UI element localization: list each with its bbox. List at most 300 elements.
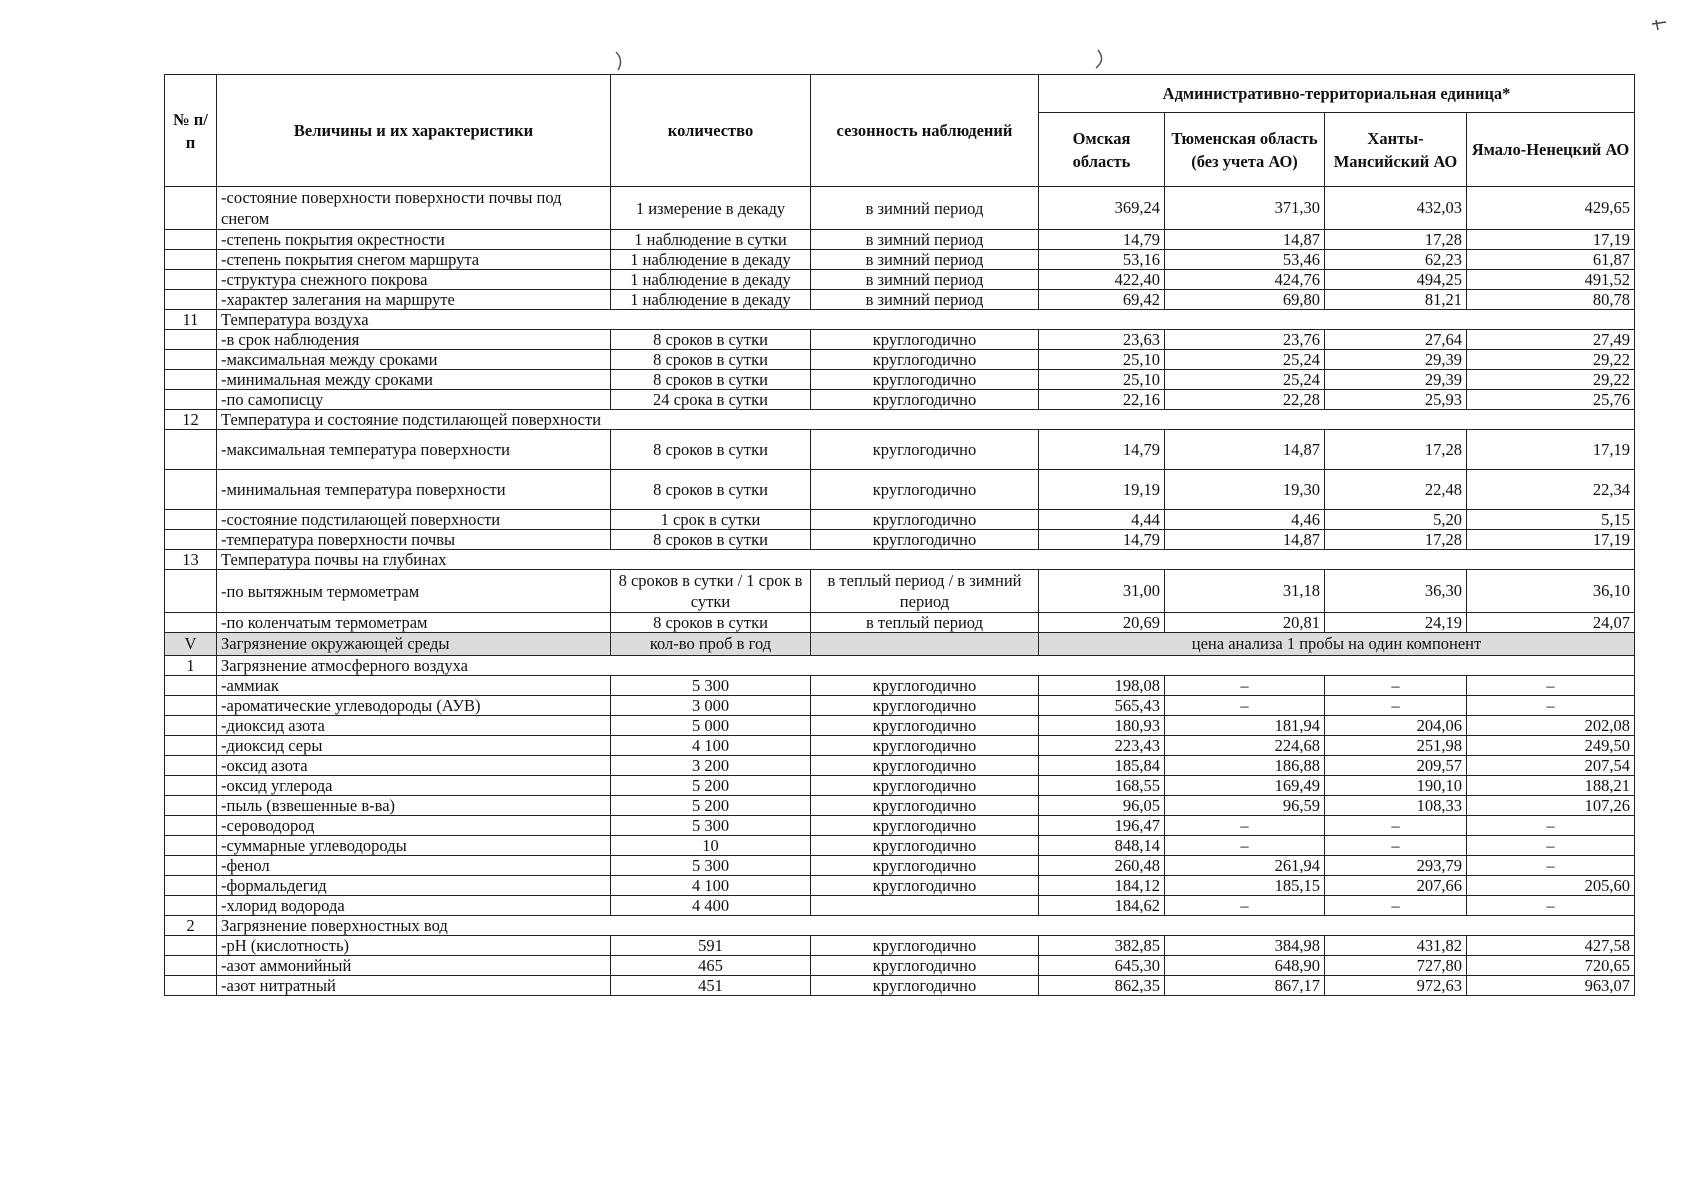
group-number: 13 — [165, 550, 217, 570]
group-number: 2 — [165, 916, 217, 936]
group-title: Температура почвы на глубинах — [217, 550, 1635, 570]
value-omsk: 645,30 — [1039, 956, 1165, 976]
value-tyumen: 384,98 — [1165, 936, 1325, 956]
value-omsk: 25,10 — [1039, 370, 1165, 390]
table-row — [165, 696, 1635, 716]
value-khmao: – — [1325, 836, 1467, 856]
value-yanao: 427,58 — [1467, 936, 1635, 956]
value-khmao: 293,79 — [1325, 856, 1467, 876]
group-title: Температура воздуха — [217, 310, 1635, 330]
value-omsk: 198,08 — [1039, 676, 1165, 696]
value-omsk: 14,79 — [1039, 430, 1165, 470]
row-name: -максимальная между сроками — [217, 350, 611, 370]
row-qty: 591 — [611, 936, 811, 956]
value-khmao: 494,25 — [1325, 270, 1467, 290]
row-qty: 8 сроков в сутки — [611, 613, 811, 633]
value-tyumen: 186,88 — [1165, 756, 1325, 776]
row-number — [165, 976, 217, 996]
table-row — [165, 836, 1635, 856]
row-number — [165, 956, 217, 976]
table-row — [165, 816, 1635, 836]
value-yanao: 27,49 — [1467, 330, 1635, 350]
table-row — [165, 756, 1635, 776]
value-omsk: 14,79 — [1039, 230, 1165, 250]
value-tyumen: 14,87 — [1165, 430, 1325, 470]
table-row — [165, 976, 1635, 996]
row-number — [165, 250, 217, 270]
value-tyumen: 371,30 — [1165, 187, 1325, 230]
row-season: круглогодично — [811, 976, 1039, 996]
row-season: в теплый период / в зимний период — [811, 570, 1039, 613]
row-qty: 4 100 — [611, 876, 811, 896]
table-row — [165, 776, 1635, 796]
row-name: -формальдегид — [217, 876, 611, 896]
table-row — [165, 856, 1635, 876]
value-tyumen: 23,76 — [1165, 330, 1325, 350]
row-qty: 8 сроков в сутки — [611, 530, 811, 550]
row-name: -в срок наблюдения — [217, 330, 611, 350]
value-tyumen: – — [1165, 696, 1325, 716]
row-qty: 1 срок в сутки — [611, 510, 811, 530]
value-yanao: 207,54 — [1467, 756, 1635, 776]
row-number — [165, 370, 217, 390]
value-khmao: – — [1325, 816, 1467, 836]
value-khmao: 5,20 — [1325, 510, 1467, 530]
row-number — [165, 510, 217, 530]
value-tyumen: 53,46 — [1165, 250, 1325, 270]
value-yanao: 80,78 — [1467, 290, 1635, 310]
scan-mark-left — [612, 50, 630, 72]
row-qty: 8 сроков в сутки — [611, 350, 811, 370]
row-name: -температура поверхности почвы — [217, 530, 611, 550]
value-khmao: 17,28 — [1325, 530, 1467, 550]
value-yanao: 17,19 — [1467, 230, 1635, 250]
row-name: -степень покрытия окрестности — [217, 230, 611, 250]
value-tyumen: – — [1165, 676, 1325, 696]
header-region-yanao: Ямало-Ненецкий АО — [1467, 113, 1635, 187]
row-number — [165, 756, 217, 776]
table-row — [165, 470, 1635, 510]
row-name: -аммиак — [217, 676, 611, 696]
value-tyumen: 22,28 — [1165, 390, 1325, 410]
value-khmao: 17,28 — [1325, 230, 1467, 250]
value-yanao: 249,50 — [1467, 736, 1635, 756]
value-omsk: 4,44 — [1039, 510, 1165, 530]
value-tyumen: – — [1165, 836, 1325, 856]
row-number — [165, 390, 217, 410]
row-season: круглогодично — [811, 676, 1039, 696]
row-season: круглогодично — [811, 796, 1039, 816]
row-season: круглогодично — [811, 696, 1039, 716]
value-tyumen: 96,59 — [1165, 796, 1325, 816]
table-row — [165, 736, 1635, 756]
row-season: круглогодично — [811, 876, 1039, 896]
scan-mark-right — [1092, 48, 1110, 70]
value-omsk: 565,43 — [1039, 696, 1165, 716]
table-row — [165, 613, 1635, 633]
row-season: в зимний период — [811, 270, 1039, 290]
section-title: Загрязнение окружающей среды — [217, 633, 611, 656]
value-khmao: 24,19 — [1325, 613, 1467, 633]
value-khmao: 17,28 — [1325, 430, 1467, 470]
row-season: круглогодично — [811, 936, 1039, 956]
row-name: -по самописцу — [217, 390, 611, 410]
row-number — [165, 796, 217, 816]
row-name: -состояние поверхности поверхности почвы под снегом — [217, 187, 611, 230]
value-yanao: 202,08 — [1467, 716, 1635, 736]
value-yanao: 429,65 — [1467, 187, 1635, 230]
row-qty: 1 наблюдение в сутки — [611, 230, 811, 250]
table-row — [165, 796, 1635, 816]
value-omsk: 180,93 — [1039, 716, 1165, 736]
row-season: круглогодично — [811, 756, 1039, 776]
row-qty: 5 000 — [611, 716, 811, 736]
row-qty: 4 100 — [611, 736, 811, 756]
value-khmao: 36,30 — [1325, 570, 1467, 613]
value-khmao: 25,93 — [1325, 390, 1467, 410]
row-qty: 8 сроков в сутки — [611, 330, 811, 350]
row-qty: 3 200 — [611, 756, 811, 776]
header-qty: количество — [611, 75, 811, 187]
row-name: -pH (кислотность) — [217, 936, 611, 956]
value-omsk: 96,05 — [1039, 796, 1165, 816]
row-number — [165, 816, 217, 836]
row-qty: 4 400 — [611, 896, 811, 916]
table-row — [165, 310, 1635, 330]
row-season: круглогодично — [811, 430, 1039, 470]
row-number — [165, 270, 217, 290]
row-qty: 8 сроков в сутки / 1 срок в сутки — [611, 570, 811, 613]
scan-mark-corner — [1650, 16, 1668, 38]
value-tyumen: 19,30 — [1165, 470, 1325, 510]
table-row — [165, 250, 1635, 270]
value-omsk: 168,55 — [1039, 776, 1165, 796]
table-row — [165, 230, 1635, 250]
value-tyumen: 224,68 — [1165, 736, 1325, 756]
row-name: -структура снежного покрова — [217, 270, 611, 290]
value-tyumen: 185,15 — [1165, 876, 1325, 896]
row-name: -фенол — [217, 856, 611, 876]
value-omsk: 184,62 — [1039, 896, 1165, 916]
value-omsk: 848,14 — [1039, 836, 1165, 856]
row-name: -минимальная температура поверхности — [217, 470, 611, 510]
value-tyumen: 14,87 — [1165, 230, 1325, 250]
row-season: круглогодично — [811, 776, 1039, 796]
row-name: -хлорид водорода — [217, 896, 611, 916]
value-yanao: 36,10 — [1467, 570, 1635, 613]
table-row — [165, 716, 1635, 736]
header-region-tyumen: Тюменская область (без учета АО) — [1165, 113, 1325, 187]
value-khmao: 972,63 — [1325, 976, 1467, 996]
value-tyumen: 69,80 — [1165, 290, 1325, 310]
value-khmao: 204,06 — [1325, 716, 1467, 736]
value-yanao: – — [1467, 896, 1635, 916]
row-name: -по коленчатым термометрам — [217, 613, 611, 633]
row-number — [165, 530, 217, 550]
table-row — [165, 430, 1635, 470]
row-name: -диоксид азота — [217, 716, 611, 736]
row-number — [165, 696, 217, 716]
value-yanao: – — [1467, 696, 1635, 716]
row-season: круглогодично — [811, 956, 1039, 976]
row-qty: 8 сроков в сутки — [611, 370, 811, 390]
row-name: -характер залегания на маршруте — [217, 290, 611, 310]
row-number — [165, 896, 217, 916]
value-khmao: 190,10 — [1325, 776, 1467, 796]
value-omsk: 31,00 — [1039, 570, 1165, 613]
row-qty: 451 — [611, 976, 811, 996]
row-number — [165, 350, 217, 370]
value-tyumen: 25,24 — [1165, 370, 1325, 390]
value-yanao: – — [1467, 836, 1635, 856]
row-season: круглогодично — [811, 530, 1039, 550]
group-number: 1 — [165, 656, 217, 676]
row-number — [165, 876, 217, 896]
row-name: -состояние подстилающей поверхности — [217, 510, 611, 530]
row-number — [165, 736, 217, 756]
value-yanao: 188,21 — [1467, 776, 1635, 796]
row-season: в зимний период — [811, 187, 1039, 230]
table-body — [165, 187, 1635, 996]
row-name: -оксид азота — [217, 756, 611, 776]
value-khmao: 22,48 — [1325, 470, 1467, 510]
table-row — [165, 370, 1635, 390]
row-number — [165, 330, 217, 350]
value-khmao: 727,80 — [1325, 956, 1467, 976]
value-yanao: – — [1467, 676, 1635, 696]
table-row — [165, 676, 1635, 696]
group-title: Загрязнение поверхностных вод — [217, 916, 1635, 936]
row-season: круглогодично — [811, 330, 1039, 350]
row-name: -ароматические углеводороды (АУВ) — [217, 696, 611, 716]
row-number — [165, 570, 217, 613]
row-season — [811, 896, 1039, 916]
row-number — [165, 836, 217, 856]
row-name: -сероводород — [217, 816, 611, 836]
row-season: круглогодично — [811, 370, 1039, 390]
row-season: круглогодично — [811, 716, 1039, 736]
value-tyumen: 867,17 — [1165, 976, 1325, 996]
value-omsk: 14,79 — [1039, 530, 1165, 550]
value-khmao: 432,03 — [1325, 187, 1467, 230]
row-number — [165, 936, 217, 956]
group-title: Температура и состояние подстилающей поверхности — [217, 410, 1635, 430]
table-row — [165, 410, 1635, 430]
row-qty: 3 000 — [611, 696, 811, 716]
table-row — [165, 916, 1635, 936]
row-name: -диоксид серы — [217, 736, 611, 756]
value-omsk: 69,42 — [1039, 290, 1165, 310]
value-yanao: 24,07 — [1467, 613, 1635, 633]
row-season: в зимний период — [811, 250, 1039, 270]
value-yanao: 17,19 — [1467, 430, 1635, 470]
value-omsk: 196,47 — [1039, 816, 1165, 836]
row-qty: 5 300 — [611, 816, 811, 836]
row-name: -минимальная между сроками — [217, 370, 611, 390]
value-tyumen: 25,24 — [1165, 350, 1325, 370]
row-name: -азот нитратный — [217, 976, 611, 996]
value-omsk: 23,63 — [1039, 330, 1165, 350]
value-omsk: 25,10 — [1039, 350, 1165, 370]
header-season: сезонность наблюдений — [811, 75, 1039, 187]
row-qty: 1 наблюдение в декаду — [611, 290, 811, 310]
value-khmao: 251,98 — [1325, 736, 1467, 756]
section-number: V — [165, 633, 217, 656]
value-tyumen: 20,81 — [1165, 613, 1325, 633]
value-omsk: 422,40 — [1039, 270, 1165, 290]
value-khmao: 207,66 — [1325, 876, 1467, 896]
value-tyumen: – — [1165, 816, 1325, 836]
value-omsk: 382,85 — [1039, 936, 1165, 956]
row-season: круглогодично — [811, 836, 1039, 856]
value-khmao: 431,82 — [1325, 936, 1467, 956]
row-season: круглогодично — [811, 470, 1039, 510]
value-omsk: 53,16 — [1039, 250, 1165, 270]
value-omsk: 184,12 — [1039, 876, 1165, 896]
header-num: № п/п — [165, 75, 217, 187]
row-number — [165, 187, 217, 230]
table-row — [165, 876, 1635, 896]
value-tyumen: – — [1165, 896, 1325, 916]
value-yanao: 107,26 — [1467, 796, 1635, 816]
value-yanao: 61,87 — [1467, 250, 1635, 270]
table-row — [165, 550, 1635, 570]
row-season: в зимний период — [811, 230, 1039, 250]
section-price-header: цена анализа 1 пробы на один компонент — [1039, 633, 1635, 656]
section-qty-header: кол-во проб в год — [611, 633, 811, 656]
value-yanao: 17,19 — [1467, 530, 1635, 550]
row-number — [165, 290, 217, 310]
row-season: круглогодично — [811, 350, 1039, 370]
value-yanao: 5,15 — [1467, 510, 1635, 530]
row-qty: 5 300 — [611, 856, 811, 876]
value-yanao: – — [1467, 816, 1635, 836]
section-empty — [811, 633, 1039, 656]
value-tyumen: 261,94 — [1165, 856, 1325, 876]
value-yanao: 25,76 — [1467, 390, 1635, 410]
table-row — [165, 530, 1635, 550]
value-yanao: 22,34 — [1467, 470, 1635, 510]
row-qty: 24 срока в сутки — [611, 390, 811, 410]
value-omsk: 19,19 — [1039, 470, 1165, 510]
row-season: круглогодично — [811, 816, 1039, 836]
value-khmao: – — [1325, 696, 1467, 716]
header-region-omsk: Омская область — [1039, 113, 1165, 187]
value-tyumen: 648,90 — [1165, 956, 1325, 976]
value-yanao: – — [1467, 856, 1635, 876]
value-khmao: – — [1325, 896, 1467, 916]
table-row — [165, 187, 1635, 230]
row-number — [165, 856, 217, 876]
row-season: круглогодично — [811, 510, 1039, 530]
row-qty: 5 200 — [611, 796, 811, 816]
value-omsk: 862,35 — [1039, 976, 1165, 996]
value-yanao: 491,52 — [1467, 270, 1635, 290]
row-number — [165, 716, 217, 736]
value-yanao: 29,22 — [1467, 350, 1635, 370]
row-name: -степень покрытия снегом маршрута — [217, 250, 611, 270]
row-season: круглогодично — [811, 390, 1039, 410]
value-omsk: 369,24 — [1039, 187, 1165, 230]
header-unit-group: Административно-территориальная единица* — [1039, 75, 1635, 113]
row-number — [165, 613, 217, 633]
row-name: -по вытяжным термометрам — [217, 570, 611, 613]
value-tyumen: 169,49 — [1165, 776, 1325, 796]
value-khmao: 108,33 — [1325, 796, 1467, 816]
value-tyumen: 31,18 — [1165, 570, 1325, 613]
table-row — [165, 896, 1635, 916]
table-row — [165, 956, 1635, 976]
value-tyumen: 4,46 — [1165, 510, 1325, 530]
value-omsk: 260,48 — [1039, 856, 1165, 876]
value-khmao: 62,23 — [1325, 250, 1467, 270]
row-name: -пыль (взвешенные в-ва) — [217, 796, 611, 816]
table-row — [165, 656, 1635, 676]
value-khmao: 29,39 — [1325, 370, 1467, 390]
table-row — [165, 270, 1635, 290]
row-qty: 8 сроков в сутки — [611, 430, 811, 470]
row-qty: 1 наблюдение в декаду — [611, 250, 811, 270]
value-yanao: 29,22 — [1467, 370, 1635, 390]
row-name: -суммарные углеводороды — [217, 836, 611, 856]
row-number — [165, 470, 217, 510]
row-qty: 1 измерение в декаду — [611, 187, 811, 230]
tariff-table — [164, 74, 1635, 996]
table-row — [165, 390, 1635, 410]
table-row — [165, 350, 1635, 370]
value-khmao: 29,39 — [1325, 350, 1467, 370]
value-khmao: 27,64 — [1325, 330, 1467, 350]
table-row — [165, 633, 1635, 656]
table-row — [165, 510, 1635, 530]
value-omsk: 185,84 — [1039, 756, 1165, 776]
row-number — [165, 776, 217, 796]
row-number — [165, 430, 217, 470]
table-row — [165, 570, 1635, 613]
table-row — [165, 330, 1635, 350]
table-row — [165, 290, 1635, 310]
row-qty: 8 сроков в сутки — [611, 470, 811, 510]
value-omsk: 20,69 — [1039, 613, 1165, 633]
value-tyumen: 181,94 — [1165, 716, 1325, 736]
table-row — [165, 936, 1635, 956]
row-qty: 5 200 — [611, 776, 811, 796]
row-qty: 10 — [611, 836, 811, 856]
group-number: 11 — [165, 310, 217, 330]
value-khmao: 209,57 — [1325, 756, 1467, 776]
row-season: в зимний период — [811, 290, 1039, 310]
row-season: круглогодично — [811, 736, 1039, 756]
value-tyumen: 14,87 — [1165, 530, 1325, 550]
value-yanao: 963,07 — [1467, 976, 1635, 996]
value-yanao: 205,60 — [1467, 876, 1635, 896]
row-name: -максимальная температура поверхности — [217, 430, 611, 470]
row-qty: 1 наблюдение в декаду — [611, 270, 811, 290]
value-omsk: 223,43 — [1039, 736, 1165, 756]
group-title: Загрязнение атмосферного воздуха — [217, 656, 1635, 676]
row-number — [165, 676, 217, 696]
value-khmao: – — [1325, 676, 1467, 696]
value-omsk: 22,16 — [1039, 390, 1165, 410]
header-region-khmao: Ханты-Мансийский АО — [1325, 113, 1467, 187]
value-yanao: 720,65 — [1467, 956, 1635, 976]
group-number: 12 — [165, 410, 217, 430]
value-tyumen: 424,76 — [1165, 270, 1325, 290]
row-season: круглогодично — [811, 856, 1039, 876]
row-number — [165, 230, 217, 250]
row-qty: 5 300 — [611, 676, 811, 696]
value-khmao: 81,21 — [1325, 290, 1467, 310]
